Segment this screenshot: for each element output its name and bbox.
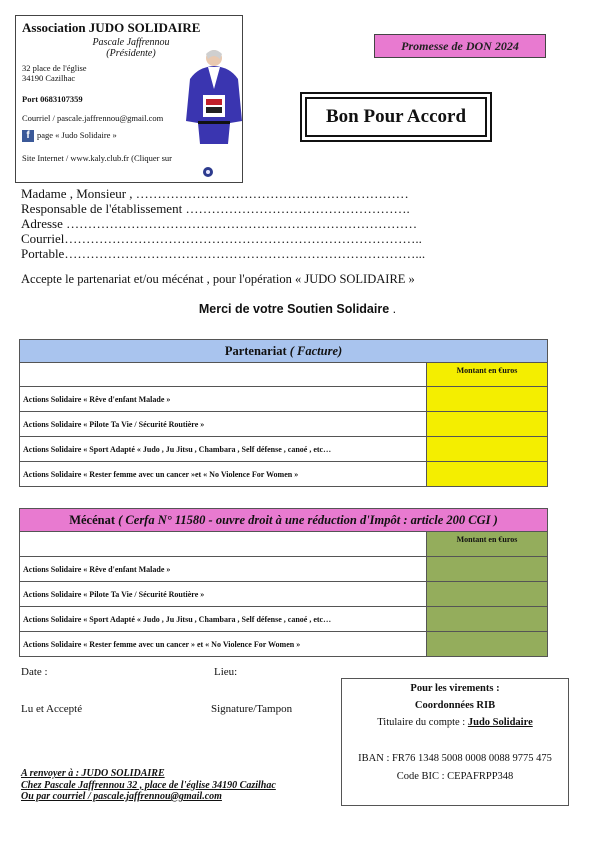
return-line-3[interactable]: Ou par courriel / pascale.jaffrennou@gmail.com — [21, 791, 222, 802]
rib-holder-line — [342, 717, 568, 728]
read-accepted-label: Lu et Accepté — [21, 703, 83, 715]
mecenat-table — [19, 531, 548, 657]
acceptance-statement: Accepte le partenariat et/ou mécénat , pour l'opération « JUDO SOLIDAIRE » — [21, 272, 415, 286]
mecenat-amount-cell[interactable] — [427, 582, 548, 607]
facebook-line[interactable] — [22, 130, 117, 142]
table-row — [20, 607, 548, 632]
rib-holder: Judo Solidaire — [467, 717, 533, 728]
mecenat-subtitle: ( Cerfa N° 11580 - ouvre droit à une réduction d'Impôt : article 200 CGI ) — [118, 513, 498, 527]
president-role: (Présidente) — [106, 48, 156, 59]
rib-holder-label: Titulaire du compte : — [377, 717, 466, 728]
email[interactable]: Courriel / pascale.jaffrennou@gmail.com — [22, 113, 164, 123]
donation-promise-badge: Promesse de DON 2024 — [374, 34, 546, 58]
mecenat-amount-cell[interactable] — [427, 632, 548, 657]
table-row — [20, 412, 548, 437]
bon-pour-accord-box — [300, 92, 492, 142]
partenariat-title: Partenariat — [224, 344, 287, 358]
mecenat-row-label: Actions Solidaire « Pilote Ta Vie / Sécurité Routière » — [20, 582, 427, 607]
bon-pour-accord-title: Bon Pour Accord — [305, 97, 487, 137]
field-adresse[interactable]: Adresse ……………………………………………………………………… — [21, 216, 418, 231]
lieu-field[interactable]: Lieu: — [214, 666, 238, 678]
judo-logo-icon — [202, 166, 214, 178]
mecenat-row-label: Actions Solidaire « Sport Adapté « Judo , Ju Jitsu , Chambara , Self défense , canoé , etc… — [20, 607, 427, 632]
partenariat-amount-header: Montant en €uros — [427, 363, 548, 387]
partenariat-subtitle: ( Facture) — [289, 344, 343, 358]
return-line-1: A renvoyer à : JUDO SOLIDAIRE — [21, 768, 165, 779]
table-row — [20, 582, 548, 607]
field-portable[interactable]: Portable………………………………………………………………………... — [21, 246, 426, 261]
thanks-message — [0, 302, 595, 316]
table-row — [20, 532, 548, 557]
thanks-dot: . — [392, 302, 397, 316]
date-field[interactable]: Date : — [21, 666, 48, 678]
mecenat-amount-cell[interactable] — [427, 607, 548, 632]
table-row — [20, 557, 548, 582]
mecenat-amount-header: Montant en €uros — [427, 532, 548, 557]
mecenat-row-label: Actions Solidaire « Rêve d'enfant Malade » — [20, 557, 427, 582]
return-address — [21, 768, 276, 803]
partenariat-row-label: Actions Solidaire « Sport Adapté « Judo , Ju Jitsu , Chambara , Self défense , canoé , etc… — [20, 437, 427, 462]
table-row — [20, 632, 548, 657]
phone: Port 0683107359 — [22, 94, 83, 104]
partenariat-amount-cell[interactable] — [427, 412, 548, 437]
mecenat-header — [19, 508, 548, 532]
address-line-1: 32 place de l'église — [22, 63, 87, 73]
table-row — [20, 437, 548, 462]
signature-field[interactable]: Signature/Tampon — [211, 703, 293, 715]
field-courriel[interactable]: Courriel……………………………………………………………………….. — [21, 231, 422, 246]
partenariat-row-label: Actions Solidaire « Pilote Ta Vie / Sécurité Routière » — [20, 412, 427, 437]
rib-coordinates: Coordonnées RIB — [414, 700, 496, 711]
partenariat-amount-cell[interactable] — [427, 387, 548, 412]
address-line-2: 34190 Cazilhac — [22, 73, 76, 83]
table-row — [20, 462, 548, 487]
website[interactable]: Site Internet / www.kaly.club.fr (Cliquer sur — [22, 153, 172, 163]
mecenat-title: Mécénat — [69, 513, 116, 527]
rib-bic: Code BIC : CEPAFRPP348 — [396, 771, 514, 782]
president-name: Pascale Jaffrennou — [92, 37, 170, 48]
partenariat-amount-cell[interactable] — [427, 437, 548, 462]
return-line-2: Chez Pascale Jaffrennou 32 , place de l'église 34190 Cazilhac — [21, 779, 276, 791]
rib-title: Pour les virements : — [410, 683, 500, 694]
partenariat-row-label: Actions Solidaire « Rester femme avec un cancer »et « No Violence For Women » — [20, 462, 427, 487]
facebook-page: page « Judo Solidaire » — [37, 130, 117, 140]
mecenat-amount-cell[interactable] — [427, 557, 548, 582]
table-row — [20, 387, 548, 412]
association-name: Association JUDO SOLIDAIRE — [22, 20, 201, 35]
association-header — [15, 15, 243, 183]
field-name[interactable]: Madame , Monsieur , ……………………………………………………… — [21, 186, 409, 201]
facebook-icon: f — [22, 130, 34, 142]
rib-iban: IBAN : FR76 1348 5008 0008 0088 9775 475 — [358, 753, 552, 764]
partenariat-table — [19, 362, 548, 487]
president-block — [76, 37, 186, 59]
judoka-figure-icon — [184, 49, 244, 144]
partenariat-amount-cell[interactable] — [427, 462, 548, 487]
thanks-text: Merci de votre Soutien Solidaire — [198, 302, 390, 316]
mecenat-row-label: Actions Solidaire « Rester femme avec un cancer » et « No Violence For Women » — [20, 632, 427, 657]
rib-box — [341, 678, 569, 806]
partenariat-header — [19, 339, 548, 363]
field-responsable[interactable]: Responsable de l'établissement ……………………………………………. — [21, 201, 410, 216]
partenariat-row-label: Actions Solidaire « Rêve d'enfant Malade » — [20, 387, 427, 412]
table-row — [20, 363, 548, 387]
